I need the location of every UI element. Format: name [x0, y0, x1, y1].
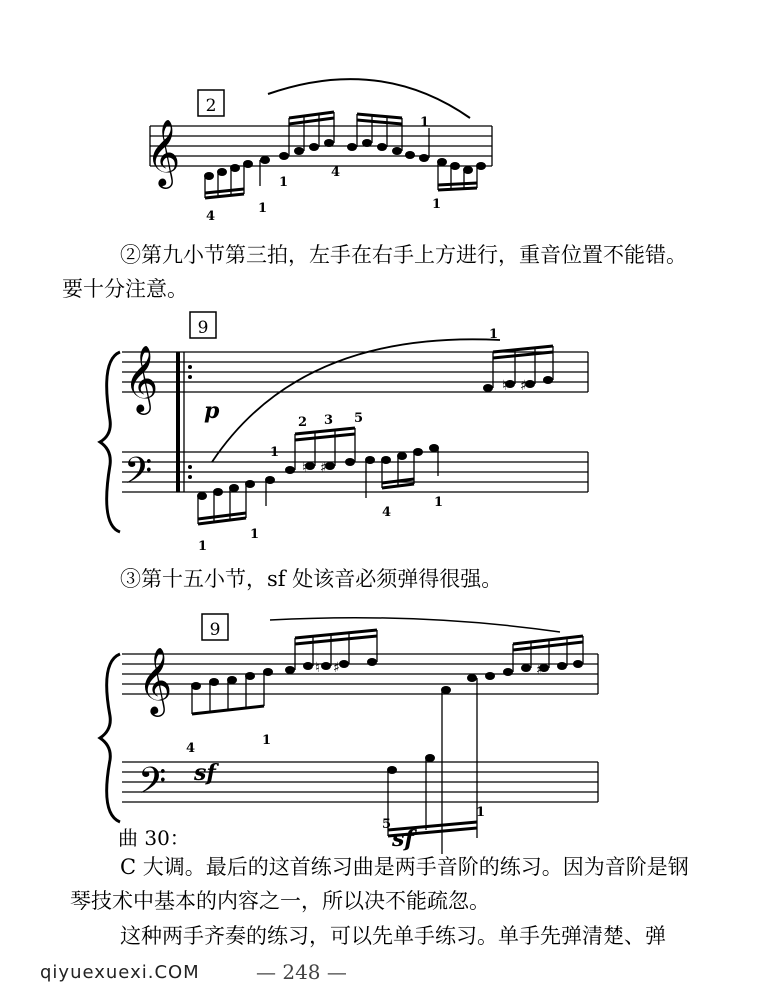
fingering: 1 [434, 495, 444, 510]
measure-number: 2 [205, 96, 217, 116]
dynamic-marking: p [204, 398, 220, 424]
measure-number: 9 [209, 620, 221, 640]
fingering: 1 [279, 175, 289, 190]
music-example-1 [0, 0, 772, 230]
fingering: 1 [198, 539, 208, 554]
fingering: 1 [489, 327, 499, 342]
repeat-barline [178, 352, 192, 492]
treble-notes [483, 346, 553, 394]
treble-notes-1 [191, 668, 273, 714]
fingering: 1 [262, 733, 272, 748]
note-group-4 [437, 158, 486, 190]
note-3-text: ③第十五小节，sf 处该音必须弹得很强。 [120, 567, 503, 591]
dynamic-marking-left: sf [194, 760, 216, 786]
svg-text:♮: ♮ [302, 460, 308, 476]
paragraph-1 [70, 850, 689, 918]
page-number: — 248 — [256, 960, 347, 984]
svg-text:♯: ♯ [536, 662, 543, 678]
piece-label: 曲 30： [118, 826, 190, 850]
music-example-2 [0, 300, 772, 560]
paragraph-1-line-2: 琴技术中基本的内容之一，所以决不能疏忽。 [70, 889, 490, 913]
fingering: 1 [432, 197, 442, 212]
treble-clef-icon: 𝄞 [138, 646, 173, 714]
treble-notes-2 [285, 630, 377, 676]
fingering: 1 [420, 115, 430, 130]
measure-number: 9 [197, 318, 209, 338]
note-2-line-1: ②第九小节第三拍，左手在右手上方进行，重音位置不能错。 [120, 243, 687, 267]
svg-text:♯: ♯ [333, 660, 340, 676]
bass-clef-icon: 𝄢 [124, 450, 153, 501]
svg-text:♯: ♯ [520, 378, 527, 394]
fingering: 4 [382, 505, 392, 520]
note-2-text [62, 238, 687, 306]
dynamic-marking-bottom: sf [392, 826, 414, 852]
fingering: 1 [250, 527, 260, 542]
treble-staff [122, 352, 588, 392]
fingering: 4 [186, 741, 196, 756]
brace [100, 352, 120, 532]
note-2-line-2: 要十分注意。 [62, 277, 188, 301]
svg-text:♯: ♯ [320, 460, 327, 476]
treble-clef-icon: 𝄞 [146, 118, 181, 186]
note-group-3 [347, 114, 429, 162]
paragraph-2: 这种两手齐奏的练习，可以先单手练习。单手先弹清楚、弹 [120, 924, 666, 948]
watermark: qiyuexuexi.COM [40, 962, 200, 983]
slur [212, 339, 500, 462]
treble-notes-3 [441, 636, 583, 854]
fingering: 5 [354, 411, 364, 426]
treble-clef-icon: 𝄞 [124, 344, 159, 412]
bass-notes [387, 754, 477, 836]
note-group-2 [260, 112, 334, 186]
fingering: 5 [382, 817, 392, 832]
fingering: 4 [206, 209, 216, 224]
bass-clef-icon: 𝄢 [138, 760, 167, 811]
fingering: 1 [476, 805, 486, 820]
fingering: 4 [331, 165, 341, 180]
slur [270, 618, 560, 632]
svg-text:♮: ♮ [315, 660, 321, 676]
fingering: 3 [324, 413, 334, 428]
bass-notes-1 [197, 476, 275, 524]
fingering: 1 [258, 201, 268, 216]
fingering: 1 [270, 445, 280, 460]
music-example-3 [0, 604, 772, 854]
fingering: 2 [298, 415, 308, 430]
svg-text:♮: ♮ [502, 378, 508, 394]
brace [100, 654, 120, 822]
paragraph-1-line-1: C 大调。最后的这首练习曲是两手音阶的练习。因为音阶是钢 [120, 855, 689, 879]
slur [268, 79, 470, 118]
